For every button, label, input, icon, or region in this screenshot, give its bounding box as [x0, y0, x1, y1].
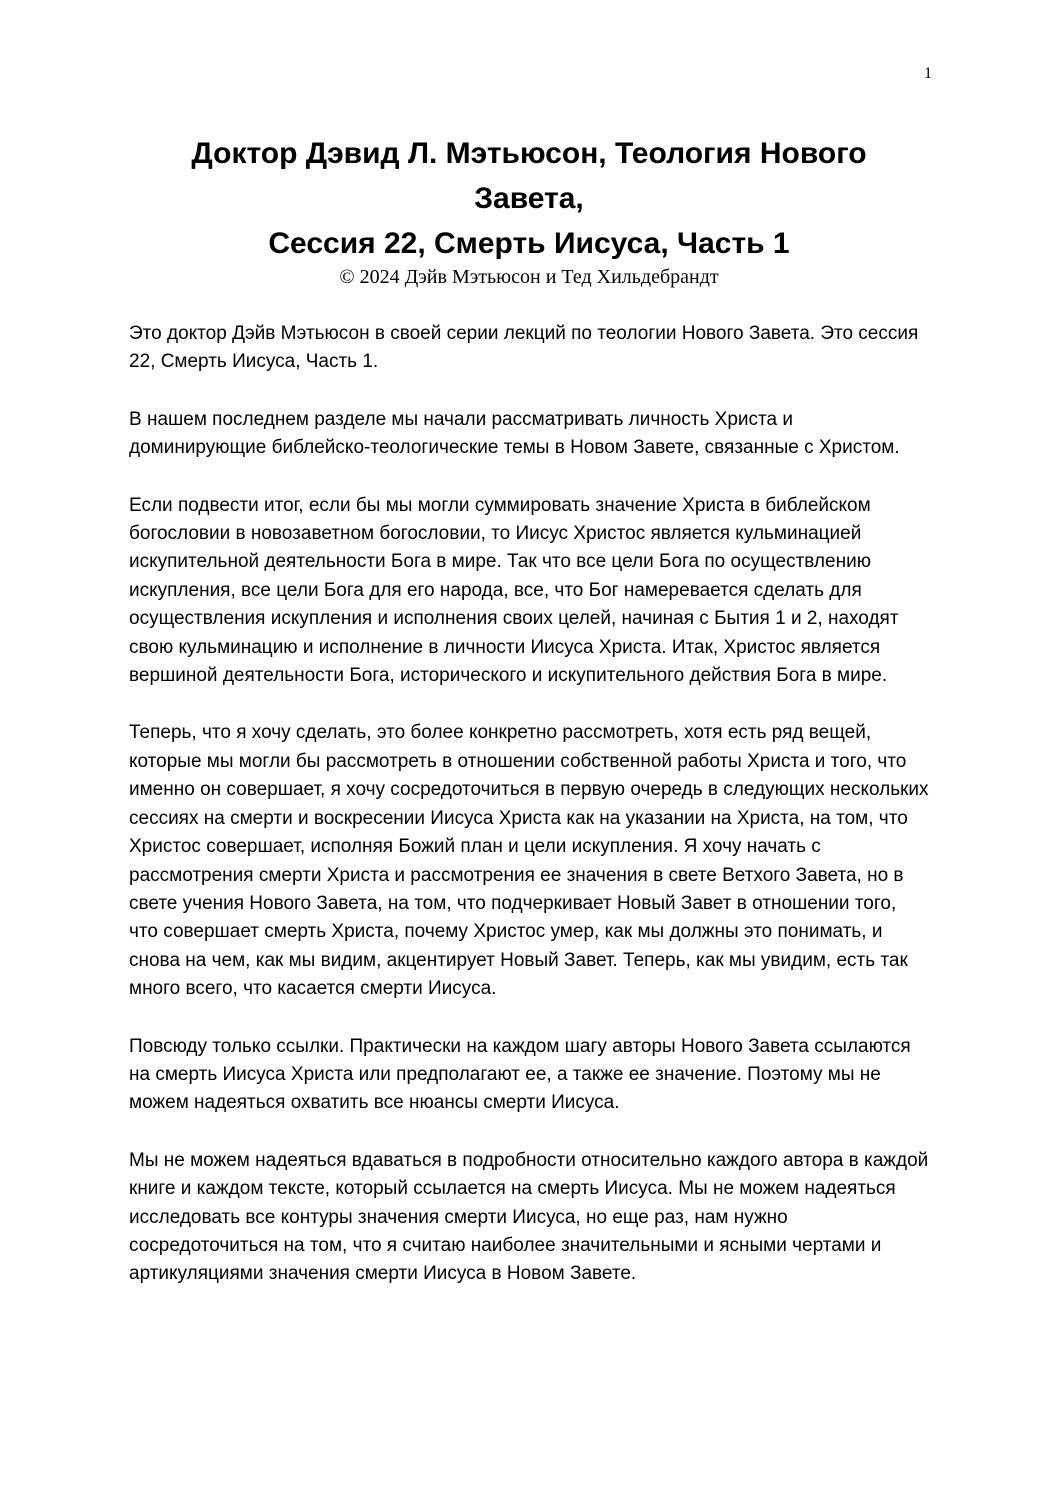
body-text [129, 320, 929, 1318]
title-line-2: Завета, [474, 182, 584, 215]
paragraph-1: Это доктор Дэйв Мэтьюсон в своей серии лекций по теологии Нового Завета. Это сессия 22, Смерть Иисуса, Часть 1. [129, 323, 919, 373]
title-line-3: Сессия 22, Смерть Иисуса, Часть 1 [268, 227, 790, 260]
paragraph-2: В нашем последнем разделе мы начали рассматривать личность Христа и доминирующие библейско-теологические темы в Новом Завете, связанные с Христом. [129, 408, 900, 459]
title-block [100, 131, 958, 288]
paragraph-6: Мы не можем надеяться вдаваться в подробности относительно каждого автора в каждой книге и каждом тексте, который ссылается на смерть Иисуса. Мы не можем надеяться исследовать все контуры значения смерти Иисуса, но еще раз, нам нужно сосредоточиться на том, что я считаю наиболее значительными и ясными чертами и артикуляциями значения смерти Иисуса в Новом Завете. [129, 1149, 929, 1285]
paragraph-5: Повсюду только ссылки. Практически на каждом шагу авторы Нового Завета ссылаются на смерть Иисуса Христа или предполагают ее, а также ее значение. Поэтому мы не можем надеяться охватить все нюансы смерти Иисуса. [129, 1035, 911, 1114]
paragraph-3: Если подвести итог, если бы мы могли суммировать значение Христа в библейском богословии в новозаветном богословии, то Иисус Христос является кульминацией искупительной деятельности Бога в мире. Так что все цели Бога по осуществлению искупления, все цели Бога для его народа, все, что Бог намеревается сделать для осуществления искупления и исполнения своих целей, начиная с Бытия 1 и 2, находят свою кульминацию и исполнение в личности Иисуса Христа. Итак, Христос является вершиной деятельности Бога, исторического и искупительного действия Бога в мире. [129, 494, 899, 687]
title-line-1: Доктор Дэвид Л. Мэтьюсон, Теология Нового [191, 137, 867, 170]
copyright-line: © 2024 Дэйв Мэтьюсон и Тед Хильдебрандт [339, 266, 719, 288]
page-number: 1 [924, 65, 932, 82]
paragraph-4: Теперь, что я хочу сделать, это более конкретно рассмотреть, хотя есть ряд вещей, которые мы могли бы рассмотреть в отношении собственной работы Христа и того, что именно он совершает, я хочу сосредоточиться в первую очередь в следующих нескольких сессиях на смерти и воскресении Иисуса Христа как на указании на Христа, на том, что Христос совершает, исполняя Божий план и цели искупления. Я хочу начать с рассмотрения смерти Христа и рассмотрения ее значения в свете Ветхого Завета, но в свете учения Нового Завета, на том, что подчеркивает Новый Завет в отношении того, что совершает смерть Христа, почему Христос умер, как мы должны это понимать, и снова на чем, как мы видим, акцентирует Новый Завет. Теперь, как мы увидим, есть так много всего, что касается смерти Иисуса. [129, 722, 929, 1000]
